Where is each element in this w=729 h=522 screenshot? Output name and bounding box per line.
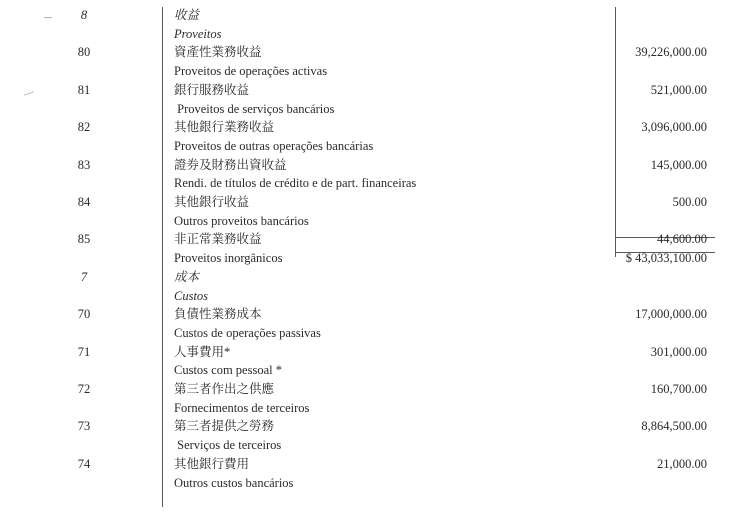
account-amount: 301,000.00 xyxy=(650,344,707,359)
ledger-row xyxy=(0,455,729,474)
account-description: 銀行服務收益 xyxy=(174,82,250,97)
account-description: 其他銀行費用 xyxy=(174,456,250,471)
account-amount: $ 43,033,100.00 xyxy=(625,251,707,266)
ledger-row xyxy=(0,62,729,81)
account-description: 負債性業務成本 xyxy=(174,307,262,322)
account-description: Proveitos de operações activas xyxy=(174,64,328,79)
account-code: 72 xyxy=(77,382,91,396)
ledger-row xyxy=(0,474,729,493)
ledger-row xyxy=(0,212,729,231)
account-description: Custos de operações passivas xyxy=(174,325,321,340)
ledger-row xyxy=(0,305,729,324)
ledger-row xyxy=(0,249,729,268)
account-code: 80 xyxy=(77,45,91,60)
account-amount: 145,000.00 xyxy=(650,157,707,172)
account-code: 83 xyxy=(77,157,91,172)
ledger-row xyxy=(0,193,729,212)
account-description: Outros custos bancários xyxy=(174,475,294,490)
account-description: Proveitos de serviços bancários xyxy=(174,101,335,116)
account-description: Custos xyxy=(174,288,209,303)
ledger-row xyxy=(0,118,729,137)
account-amount: 3,096,000.00 xyxy=(641,120,707,135)
account-description: 證券及財務出資收益 xyxy=(174,157,287,172)
account-amount: 500.00 xyxy=(672,195,707,209)
ledger-row xyxy=(0,268,729,287)
account-code: 8 xyxy=(80,8,88,22)
ledger-row xyxy=(0,230,729,249)
account-description: Outros proveitos bancários xyxy=(174,213,309,228)
ledger-row xyxy=(0,417,729,436)
account-amount: 21,000.00 xyxy=(657,456,707,471)
account-code: 74 xyxy=(77,456,91,471)
account-description: 第三者提供之勞務 xyxy=(174,419,275,434)
account-code: 84 xyxy=(77,195,91,209)
account-description: Proveitos xyxy=(174,26,222,41)
ledger-row xyxy=(0,380,729,399)
ledger-row xyxy=(0,81,729,100)
account-description: 成本 xyxy=(174,269,200,284)
account-amount: 521,000.00 xyxy=(650,82,707,97)
ledger-row xyxy=(0,436,729,455)
account-description: Proveitos de outras operações bancárias xyxy=(174,138,374,153)
ledger-row xyxy=(0,25,729,44)
account-code: 85 xyxy=(77,232,91,247)
account-amount: 44,600.00 xyxy=(657,232,707,247)
ledger-row xyxy=(0,324,729,343)
account-description: 非正常業務收益 xyxy=(174,232,262,247)
ledger-row xyxy=(0,287,729,306)
account-code: 7 xyxy=(80,269,88,284)
account-description: Fornecimentos de terceiros xyxy=(174,400,310,415)
ledger-row xyxy=(0,174,729,193)
ledger-row xyxy=(0,100,729,119)
account-description: 其他銀行業務收益 xyxy=(174,120,275,135)
account-amount: 39,226,000.00 xyxy=(635,45,707,60)
ledger-row xyxy=(0,399,729,418)
account-description: Rendi. de títulos de crédito e de part. financeiras xyxy=(174,176,417,191)
account-description: 收益 xyxy=(174,8,200,22)
account-amount: 17,000,000.00 xyxy=(635,307,707,322)
account-code: 82 xyxy=(77,120,91,135)
account-amount: 8,864,500.00 xyxy=(641,419,707,434)
account-description: 其他銀行收益 xyxy=(174,195,250,209)
account-amount: 160,700.00 xyxy=(650,382,707,396)
account-description: Serviços de terceiros xyxy=(174,438,282,453)
account-code: 73 xyxy=(77,419,91,434)
account-code: 81 xyxy=(77,82,91,97)
account-code: 71 xyxy=(77,344,91,359)
account-description: Proveitos inorgânicos xyxy=(174,251,283,266)
ledger-row xyxy=(0,137,729,156)
ledger-row xyxy=(0,361,729,380)
ledger-row xyxy=(0,156,729,175)
ledger-row xyxy=(0,43,729,62)
account-description: Custos com pessoal * xyxy=(174,363,282,378)
account-description: 資產性業務收益 xyxy=(174,45,262,60)
account-code: 70 xyxy=(77,307,91,322)
account-description: 人事費用* xyxy=(174,344,231,359)
account-description: 第三者作出之供應 xyxy=(174,382,275,396)
ledger-row xyxy=(0,6,729,25)
ledger-row xyxy=(0,343,729,362)
